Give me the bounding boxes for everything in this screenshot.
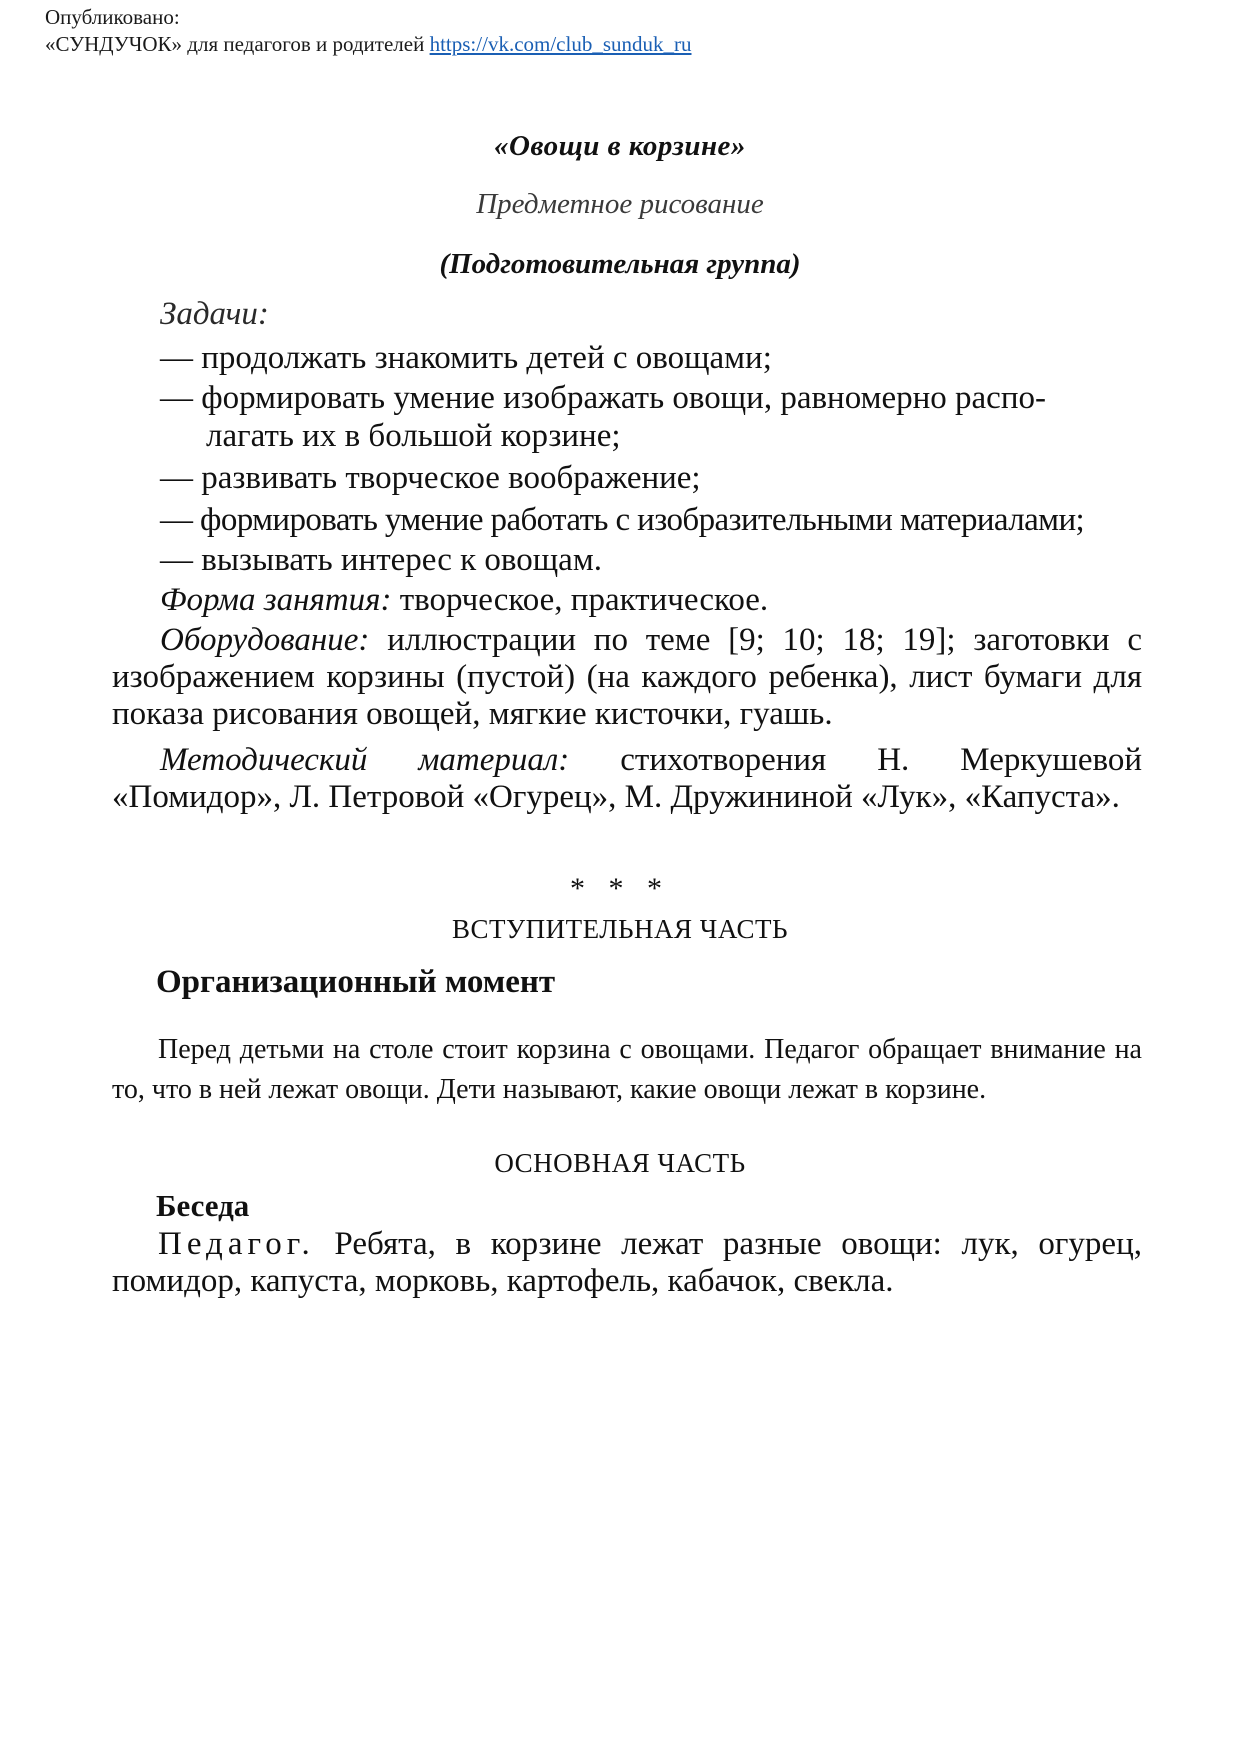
lesson-equipment [112, 622, 1142, 733]
form-text: творческое, практическое. [391, 582, 769, 618]
main-part-heading: ОСНОВНАЯ ЧАСТЬ [494, 1148, 746, 1178]
lesson-form [112, 582, 1142, 619]
task-item-continued: лагать их в большой корзине; [206, 418, 621, 454]
equipment-text: иллюстрации по теме [9; 10; 18; 19]; заготовки с изображением корзины (пустой) (на каждого ребенка), лист бумаги для показа рисования овощей, мягкие кисточки, гуашь. [112, 622, 1142, 732]
tasks-label: Задачи: [160, 296, 269, 332]
task-item: — вызывать интерес к овощам. [160, 542, 602, 578]
source-text: «СУНДУЧОК» для педагогов и родителей [45, 32, 425, 56]
task-item: — формировать умение изображать овощи, равномерно распо- [160, 380, 1046, 416]
method-text: стихотворения Н. Меркушевой «Помидор», Л. Петровой «Огурец», М. Дружининой «Лук», «Капуста». [112, 742, 1142, 815]
publication-note [45, 4, 692, 58]
speaker-label: Педагог. [158, 1226, 315, 1262]
equipment-label: Оборудование: [160, 622, 370, 658]
lesson-title: «Овощи в корзине» [494, 130, 746, 162]
form-label: Форма занятия: [160, 582, 392, 618]
main-part-subheading: Беседа [156, 1188, 250, 1223]
task-item: — продолжать знакомить детей с овощами; [160, 340, 772, 376]
section-separator: * * * [570, 872, 670, 905]
intro-part-text: Перед детьми на столе стоит корзина с овощами. Педагог обращает внимание на то, что в ней лежат овощи. Дети называют, какие овощи лежат в корзине. [112, 1034, 1142, 1105]
dialogue-text: Ребята, в корзине лежат разные овощи: лук, огурец, помидор, капуста, морковь, картофель, кабачок, свекла. [112, 1226, 1142, 1299]
intro-part-heading: ВСТУПИТЕЛЬНАЯ ЧАСТЬ [451, 914, 789, 944]
intro-part-subheading: Организационный момент [156, 964, 556, 1000]
main-part-dialogue [112, 1226, 1142, 1300]
published-source [45, 31, 692, 58]
source-link[interactable]: https://vk.com/club_sunduk_ru [429, 32, 692, 56]
published-label: Опубликовано: [45, 5, 180, 29]
lesson-group: (Подготовительная группа) [439, 248, 801, 280]
lesson-subtitle: Предметное рисование [476, 188, 764, 220]
lesson-method [112, 742, 1142, 816]
method-label: Методический материал: [160, 742, 570, 778]
task-item: — формировать умение работать с изобразительными материалами; [160, 502, 1085, 538]
task-item: — развивать творческое воображение; [160, 460, 701, 496]
